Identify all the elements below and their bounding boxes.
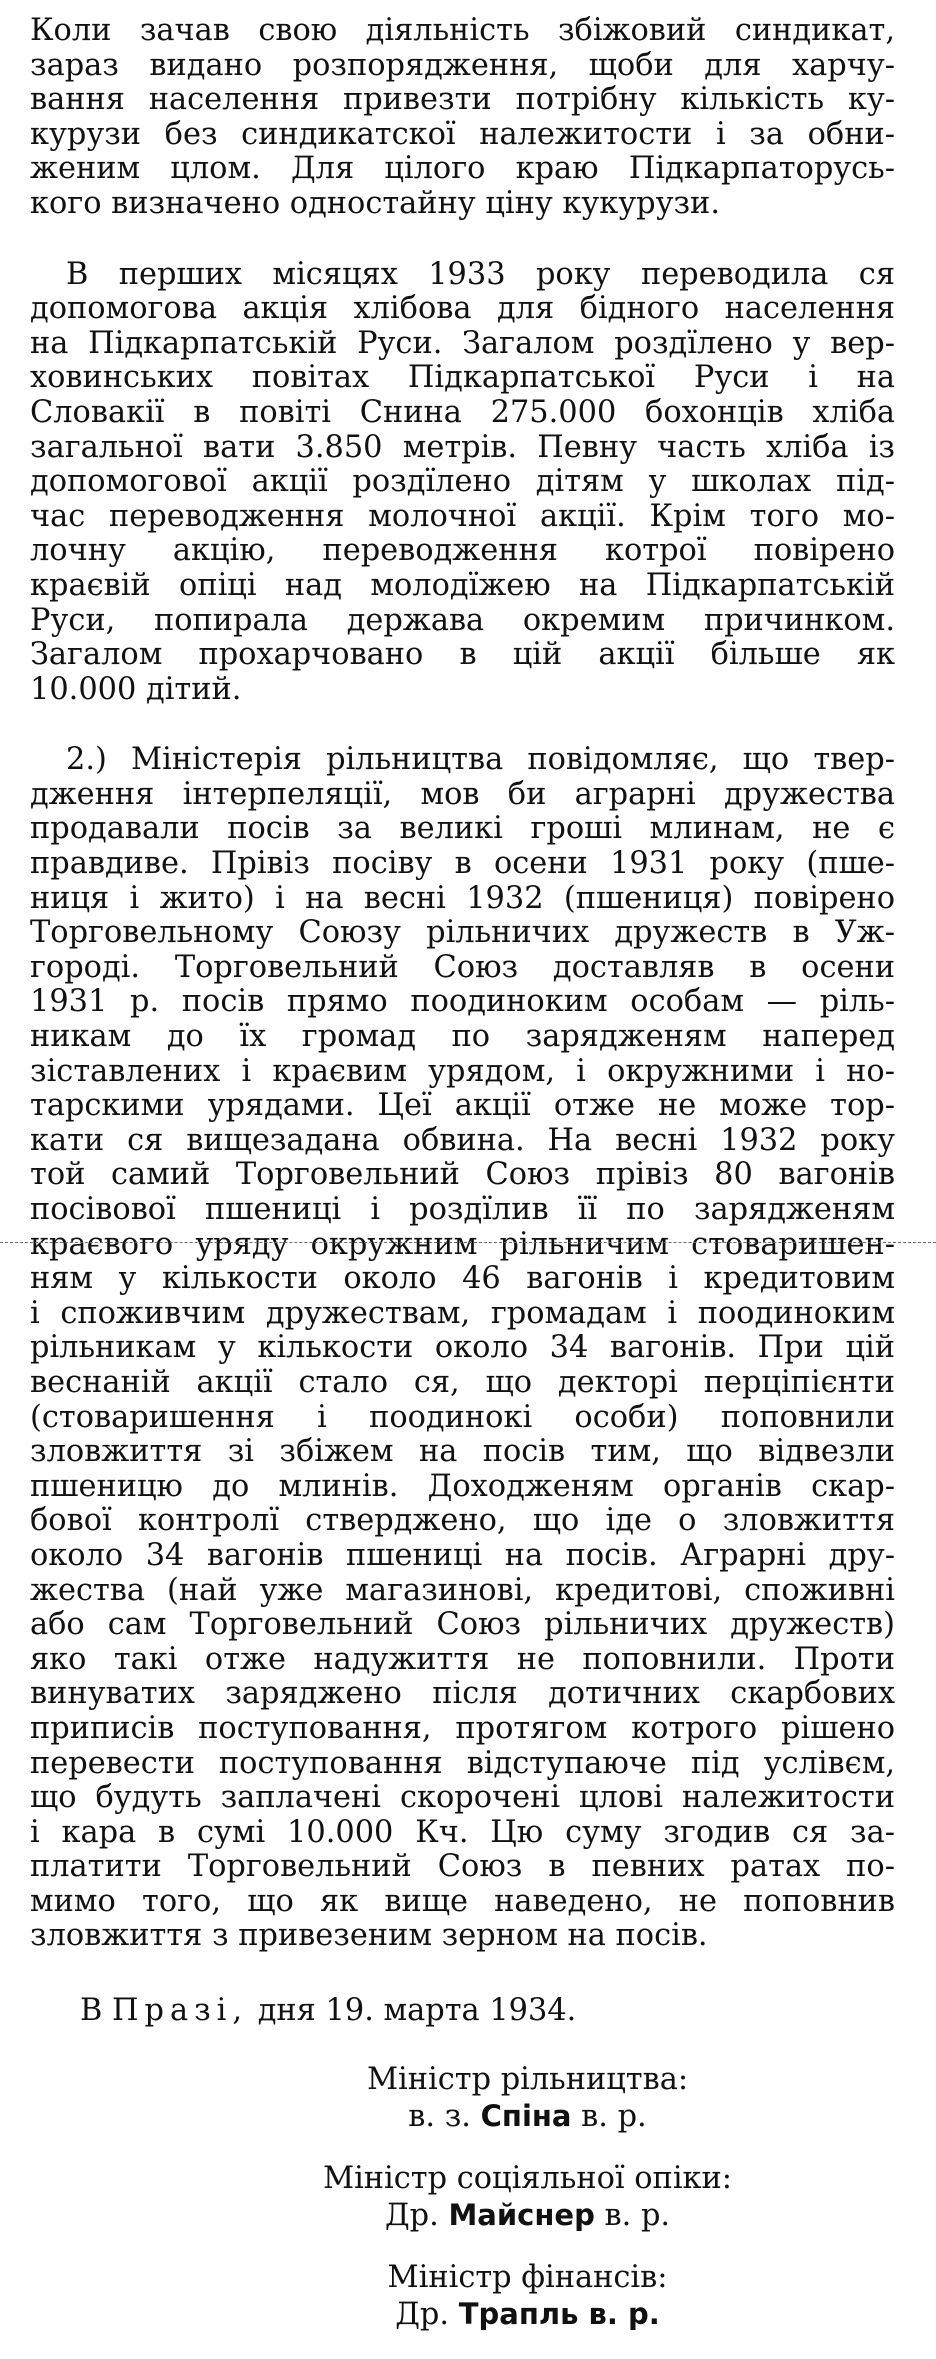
- signature-line: [160, 2197, 895, 2234]
- text-line: около 34 вагонів пшениці на посів. Аграрні дру-: [30, 1537, 895, 1573]
- text-line: 1931 р. посів прямо поодиноким особам — ріль-: [30, 984, 895, 1020]
- text-line: Загалом прохарчовано в цій акції більше як: [30, 637, 895, 673]
- text-line: яко такі отже надужиття не поповнили. Проти: [30, 1641, 895, 1677]
- text-line: зіставлених і краєвим урядом, і окружними і но-: [30, 1053, 895, 1089]
- text-line: ням у кількости около 46 вагонів і кредитовим: [30, 1261, 895, 1297]
- signature-agriculture: [160, 2062, 895, 2135]
- text-line: допомогова акція хлібова для бідного населення: [30, 291, 895, 327]
- text-line: мимо того, що як вище наведено, не поповнив: [30, 1883, 895, 1919]
- text-line: 10.000 дітий.: [30, 671, 242, 707]
- paragraph-syndicate: [30, 14, 895, 222]
- text-line: продавали посів за великі гроші млинам, не є: [30, 811, 895, 847]
- text-line: В перших місяцях 1933 року переводила ся: [66, 256, 895, 292]
- text-line: і споживчим дружествам, громадам і поодиноким: [30, 1295, 895, 1331]
- document-body: [30, 14, 895, 2359]
- text-line: зловжиття зі збіжем на посів тим, що відвезли: [30, 1434, 895, 1470]
- text-line: і кара в сумі 10.000 Кч. Цю суму згодив ся за-: [30, 1814, 895, 1850]
- text-line: Руси, попирала держава окремим причинком.: [30, 602, 895, 638]
- text-line: кого визначено одностайну ціну кукурузи.: [30, 185, 720, 221]
- text-line: правдиве. Прівіз посіву в осени 1931 року (пше-: [30, 846, 895, 882]
- signature-name: Трапль в. р.: [458, 2297, 660, 2332]
- text-line: дження інтерпеляції, мов би аграрні дружества: [30, 776, 895, 812]
- text-line: час переводження молочної акції. Крім того мо-: [30, 498, 895, 534]
- text-line: ниця і жито) і на весні 1932 (пшениця) повірено: [30, 880, 895, 916]
- text-line: пшеницю до млинів. Доходженям органів скар-: [30, 1468, 895, 1504]
- text-line: на Підкарпатській Руси. Загалом роздїлено у вер-: [30, 325, 895, 361]
- text-line: городі. Торговельний Союз доставляв в осени: [30, 949, 895, 985]
- text-line: 2.) Міністерія рільництва повідомляє, що твер-: [66, 742, 895, 778]
- text-line: веснаній акції стало ся, що декторі перціпієнти: [30, 1364, 895, 1400]
- text-line: вання населення привезти потрібну кількість ку-: [30, 82, 895, 118]
- signature-suffix: в. р.: [581, 2099, 647, 2135]
- signature-prefix: в. з.: [408, 2099, 471, 2135]
- text-line: курузи без синдикатскої належитости і за обни-: [30, 116, 895, 152]
- text-line: або сам Торговельний Союз рільничих дружеств): [30, 1607, 895, 1643]
- text-line: перевести поступовання відступаюче під услівєм,: [30, 1745, 895, 1781]
- text-line: посівової пшениці і роздїлив її по зарядженям: [30, 1192, 895, 1227]
- signature-line: [160, 2296, 895, 2333]
- text-line: лочну акцію, переводження котрої повірено: [30, 533, 895, 569]
- text-line: що будуть заплачені скорочені цлові належитости: [30, 1780, 895, 1816]
- text-line: краєвого уряду окружним рільничим стоваришен-: [30, 1226, 895, 1262]
- signature-social-care: [160, 2161, 895, 2234]
- signature-title: Міністр фінансів:: [387, 2260, 668, 2296]
- dateline-prefix: В: [80, 1993, 103, 2029]
- signature-prefix: Др.: [384, 2198, 439, 2234]
- text-line: Торговельному Союзу рільничих дружеств в Уж-: [30, 915, 895, 951]
- text-line: никам до їх громад по зарядженям наперед: [30, 1019, 895, 1055]
- dateline: [30, 1994, 895, 2028]
- dateline-date: дня 19. марта 1934.: [257, 1993, 577, 2029]
- text-line: приписів поступовання, протягом котрого рішено: [30, 1710, 895, 1746]
- text-line: кати ся вищезадана обвина. На весні 1932 року: [30, 1122, 895, 1158]
- text-line: тарскими урядами. Цеї акції отже не може тор-: [30, 1088, 895, 1124]
- text-line: допомогової акції роздїлено дітям у школах під-: [30, 464, 895, 500]
- scan-artifact-line: [0, 1242, 936, 1244]
- text-line: зараз видано розпорядження, щоби для харчу-: [30, 47, 895, 83]
- text-line: рільникам у кількости около 34 вагонів. При цій: [30, 1330, 895, 1366]
- paragraph-bread-action: [30, 258, 895, 708]
- text-line: жества (най уже магазинові, кредитові, споживні: [30, 1572, 895, 1608]
- text-line: загальної вати 3.850 метрів. Певну часть хліба із: [30, 429, 895, 465]
- text-line: Коли зачав свою діяльність збіжовий синдикат,: [30, 13, 895, 48]
- text-line: платити Торговельний Союз в певних ратах по-: [30, 1849, 895, 1885]
- paragraph-agriculture-ministry: [30, 743, 895, 1954]
- signature-name: Спіна: [480, 2099, 572, 2134]
- text-line: ховинських повітах Підкарпатської Руси і на: [30, 360, 895, 396]
- text-line: Словакії в повіті Снина 275.000 бохонців хліба: [30, 394, 895, 430]
- text-line: бової контролї стверджено, що іде о зловжиття: [30, 1503, 895, 1539]
- signature-name: Майснер: [448, 2198, 595, 2233]
- text-line: женим цлом. Для цілого краю Підкарпаторусь-: [30, 151, 895, 187]
- signature-line: [160, 2098, 895, 2135]
- signature-prefix: Др.: [395, 2297, 450, 2333]
- text-line: (стоваришення і поодинокі особи) поповнили: [30, 1399, 895, 1435]
- dateline-city: Празі,: [112, 1993, 249, 2029]
- signature-suffix: в. р.: [604, 2198, 671, 2234]
- text-line: той самий Торговельний Союз прівіз 80 вагонів: [30, 1157, 895, 1193]
- signature-title: Міністр рільництва:: [366, 2062, 689, 2098]
- text-line: краєвій опіці над молодїжею на Підкарпатській: [30, 567, 895, 603]
- signature-title: Міністр соціяльної опіки:: [322, 2161, 733, 2197]
- text-line: винуватих заряджено після дотичних скарбових: [30, 1676, 895, 1712]
- signature-finance: [160, 2260, 895, 2333]
- signatures: [30, 2062, 895, 2333]
- text-line: зловжиття з привезеним зерном на посів.: [30, 1918, 708, 1954]
